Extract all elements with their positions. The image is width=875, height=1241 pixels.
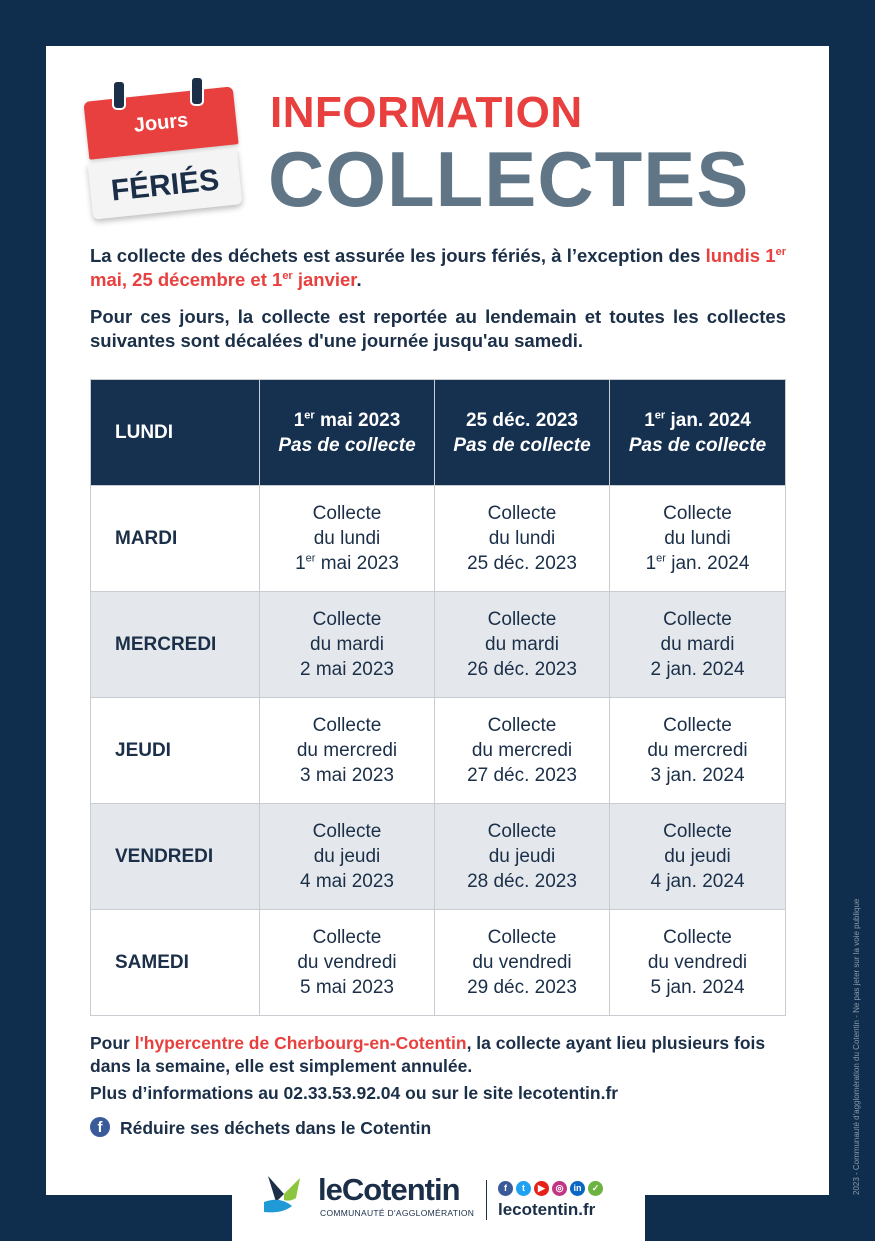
day-cell: MARDI — [91, 486, 260, 592]
social-icons — [498, 1181, 603, 1196]
footer-text: Pour — [90, 1033, 135, 1053]
cell-line: du vendredi — [297, 952, 397, 973]
cell-date — [260, 975, 434, 1000]
cell-line: du mardi — [310, 634, 384, 655]
intro-text: . — [356, 269, 362, 290]
calendar-top — [83, 86, 238, 159]
header-note: Pas de collecte — [628, 434, 767, 456]
date-text: 27 déc. 2023 — [467, 765, 577, 786]
intro-red-text: lundis 1 — [705, 245, 776, 266]
schedule-table — [90, 379, 786, 1016]
badge-top-text: Jours — [132, 109, 190, 137]
cell-line: du jeudi — [488, 846, 556, 867]
sup: er — [656, 552, 666, 565]
cell-line: Collecte — [312, 927, 382, 948]
header-cell — [260, 380, 435, 486]
table-row — [91, 910, 786, 1016]
calendar-bottom — [87, 148, 242, 219]
schedule-cell — [435, 804, 610, 910]
header-note: Pas de collecte — [278, 434, 416, 456]
day-cell: SAMEDI — [91, 910, 260, 1016]
schedule-cell — [435, 910, 610, 1016]
cell-line: Collecte — [487, 927, 557, 948]
cell-date — [260, 551, 434, 576]
cell-line: Collecte — [312, 821, 382, 842]
brand-name: leCotentin — [318, 1172, 460, 1207]
title-information: INFORMATION — [270, 88, 583, 137]
calendar-ring-icon — [190, 76, 204, 106]
calendar-badge — [80, 76, 245, 226]
calendar-ring-icon — [112, 80, 126, 110]
intro-text: La collecte des déchets est assurée les jours fériés, à l’exception des — [90, 245, 706, 266]
cell-line: du mercredi — [647, 740, 748, 761]
sup: er — [775, 245, 786, 258]
schedule-cell — [435, 698, 610, 804]
cell-date — [435, 975, 609, 1000]
website-link[interactable]: lecotentin.fr — [498, 1200, 596, 1219]
linkedin-icon[interactable]: in — [570, 1181, 585, 1196]
cell-line: du jeudi — [313, 846, 381, 867]
brand-subtitle: COMMUNAUTÉ D'AGGLOMÉRATION — [320, 1208, 475, 1218]
cell-line: du lundi — [488, 528, 556, 549]
day-cell: VENDREDI — [91, 804, 260, 910]
date-text: 3 jan. 2024 — [650, 765, 745, 786]
sup: er — [304, 409, 315, 422]
footer-note — [90, 1032, 780, 1078]
cell-line: Collecte — [312, 503, 382, 524]
cell-date — [610, 975, 785, 1000]
cell-line: Collecte — [663, 927, 732, 948]
cell-date — [610, 657, 785, 682]
table-row — [91, 486, 786, 592]
cell-date — [435, 869, 609, 894]
cell-line: du mardi — [485, 634, 559, 655]
intro-paragraph-1 — [90, 244, 786, 292]
date-text: 2 jan. 2024 — [650, 659, 745, 680]
date-text: 5 mai 2023 — [299, 977, 394, 998]
intro-red-text: mai, 25 décembre et 1 — [90, 269, 283, 290]
date-text: 1 — [295, 553, 306, 574]
cotentin-logo-icon — [262, 1172, 302, 1218]
cell-line: du jeudi — [664, 846, 731, 867]
date-text: 25 déc. 2023 — [466, 409, 578, 431]
schedule-cell — [610, 486, 786, 592]
table-row — [91, 592, 786, 698]
sup: er — [654, 409, 666, 422]
cell-line: du mercredi — [471, 740, 573, 761]
date-text: 1 — [645, 553, 657, 574]
divider — [486, 1180, 487, 1220]
header-date — [435, 408, 609, 433]
sup: er — [282, 269, 293, 282]
schedule-cell — [435, 592, 610, 698]
date-text: 4 mai 2023 — [299, 871, 394, 892]
schedule-cell — [260, 910, 435, 1016]
cell-line: Collecte — [663, 609, 732, 630]
schedule-cell — [260, 804, 435, 910]
cell-date — [260, 869, 434, 894]
cell-line: Collecte — [487, 503, 557, 524]
day-cell: LUNDI — [91, 380, 260, 486]
footer-text: , la collecte ayant lieu plusieurs fois dans la semaine, elle est simplement annulée. — [90, 1033, 766, 1076]
date-text: jan. 2024 — [665, 553, 750, 574]
date-text: 1 — [293, 409, 305, 431]
cell-date — [610, 869, 785, 894]
cell-date — [610, 763, 785, 788]
cell-line: Collecte — [487, 821, 557, 842]
header-cell — [435, 380, 610, 486]
schedule-cell — [260, 698, 435, 804]
date-text: jan. 2024 — [665, 409, 751, 431]
table-row — [91, 698, 786, 804]
facebook-link[interactable]: Réduire ses déchets dans le Cotentin — [120, 1118, 432, 1138]
intro-paragraph-2: Pour ces jours, la collecte est reportée au lendemain et toutes les collectes suivantes sont décalées d'une journée jusqu'au samedi. — [90, 306, 786, 351]
schedule-cell — [610, 592, 786, 698]
cell-line: du mercredi — [296, 740, 398, 761]
cell-line: Collecte — [663, 715, 732, 736]
twitter-icon[interactable]: t — [516, 1181, 531, 1196]
cell-date — [435, 551, 609, 576]
cell-line: Collecte — [312, 609, 382, 630]
cell-line: Collecte — [487, 609, 557, 630]
facebook-icon: f — [90, 1117, 110, 1137]
facebook-icon[interactable]: f — [498, 1181, 513, 1196]
cell-line: Collecte — [663, 503, 732, 524]
sup: er — [305, 552, 316, 565]
header-note: Pas de collecte — [453, 434, 591, 456]
date-text: 5 jan. 2024 — [650, 977, 745, 998]
cell-line: du vendredi — [472, 952, 572, 973]
cell-line: Collecte — [663, 821, 732, 842]
table-row — [91, 804, 786, 910]
date-text: mai 2023 — [314, 409, 401, 431]
date-text: 26 déc. 2023 — [467, 659, 577, 680]
header-date — [260, 408, 434, 433]
leaf-icon[interactable]: ✓ — [588, 1181, 603, 1196]
cell-line: du lundi — [313, 528, 381, 549]
date-text: 25 déc. 2023 — [467, 553, 577, 574]
instagram-icon[interactable]: ◎ — [552, 1181, 567, 1196]
cell-line: du lundi — [664, 528, 731, 549]
date-text: 3 mai 2023 — [299, 765, 394, 786]
cell-date — [260, 763, 434, 788]
header-date — [610, 408, 785, 433]
youtube-icon[interactable]: ▶ — [534, 1181, 549, 1196]
cell-line: du mardi — [660, 634, 735, 655]
header-cell — [610, 380, 786, 486]
cell-date — [610, 551, 785, 576]
schedule-cell — [610, 698, 786, 804]
footer-red-text: l'hypercentre de Cherbourg-en-Cotentin — [134, 1033, 467, 1053]
cell-line: du vendredi — [647, 952, 748, 973]
intro-red-text: janvier — [292, 269, 357, 290]
date-text: 28 déc. 2023 — [467, 871, 577, 892]
cell-date — [260, 657, 434, 682]
date-text: 29 déc. 2023 — [467, 977, 577, 998]
info-line: Plus d’informations au 02.33.53.92.04 ou sur le site lecotentin.fr — [90, 1083, 619, 1103]
cell-date — [435, 763, 609, 788]
cell-date — [435, 657, 609, 682]
side-note: 2023 - Communauté d'agglomération du Cotentin - Ne pas jeter sur la voie publique — [852, 898, 861, 1195]
date-text: 1 — [644, 409, 655, 431]
cell-line: Collecte — [487, 715, 557, 736]
date-text: 4 jan. 2024 — [650, 871, 745, 892]
cell-line: Collecte — [312, 715, 382, 736]
schedule-cell — [435, 486, 610, 592]
schedule-cell — [260, 592, 435, 698]
day-cell: MERCREDI — [91, 592, 260, 698]
schedule-cell — [610, 804, 786, 910]
schedule-cell — [610, 910, 786, 1016]
table-header-row — [91, 380, 786, 486]
day-cell: JEUDI — [91, 698, 260, 804]
badge-bottom-text: FÉRIÉS — [109, 163, 221, 208]
title-collectes: COLLECTES — [268, 135, 750, 223]
date-text: 2 mai 2023 — [299, 659, 394, 680]
schedule-cell — [260, 486, 435, 592]
date-text: mai 2023 — [315, 553, 399, 574]
